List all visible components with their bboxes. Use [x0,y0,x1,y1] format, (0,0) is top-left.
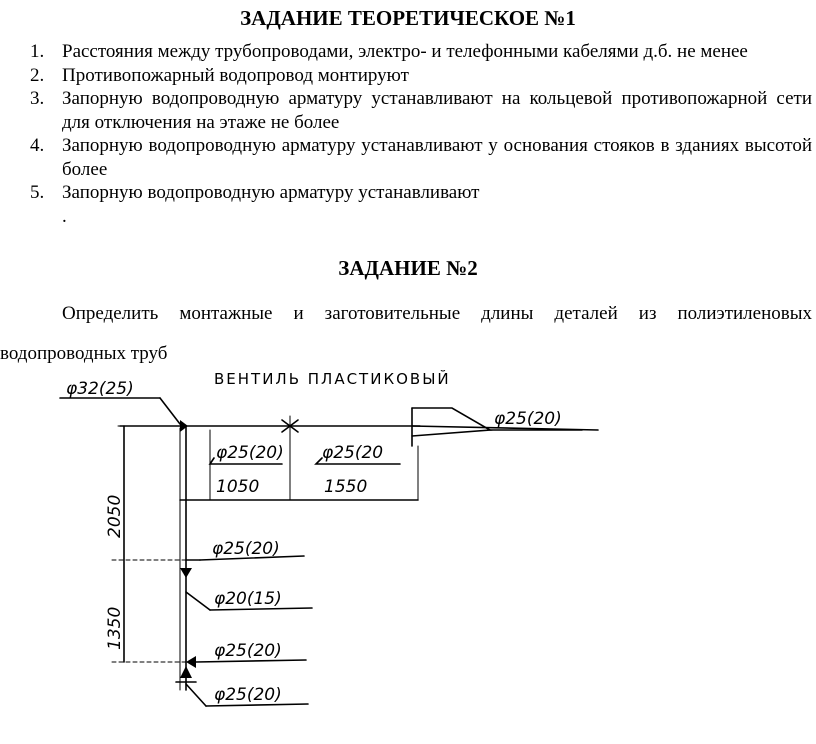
branch1-diameter-label: φ25(20) [212,539,280,559]
seg2-length: 1550 [324,477,368,497]
riser-upper-length: 2050 [105,494,125,538]
branch2-leader [186,592,210,610]
inlet-diameter-label: φ32(25) [66,379,134,399]
valve-label: ВЕНТИЛЬ ПЛАСТИКОВЫЙ [214,370,451,388]
item-text: Запорную водопроводную арматуру устанавливают у основания стояков в зданиях высотой более [62,135,812,180]
outlet-diameter-label: φ25(20) [494,409,562,429]
list-item [0,134,812,181]
list-item [0,181,812,205]
seg1-length: 1050 [216,477,260,497]
reducer-fitting [412,408,490,436]
item-number: 1. [30,41,45,62]
item-number: 5. [30,182,45,203]
seg2-diameter-label: φ25(20 [322,443,384,463]
reducer-marker [180,568,192,578]
task2-text: Определить монтажные и заготовительные длины деталей из полиэтиленовых водопроводных труб [0,303,812,364]
task2-title: ЗАДАНИЕ №2 [338,256,478,280]
branch2-diameter-label: φ20(15) [214,589,282,609]
list-item [0,40,812,64]
item-text: Запорную водопроводную арматуру устанавливают на кольцевой противопожарной сети для отключения на этаже не более [62,88,812,133]
pipe-diagram [0,360,816,744]
list-trailing-dot: . [62,205,67,227]
list-item [0,64,812,88]
seg1-diameter-label: φ25(20) [216,443,284,463]
branch4-diameter-label: φ25(20) [214,685,282,705]
task1-title: ЗАДАНИЕ ТЕОРЕТИЧЕСКОЕ №1 [240,6,576,30]
item-text: Противопожарный водопровод монтируют [62,64,409,86]
inlet-leader [160,398,180,424]
list-item [0,87,812,134]
item-number: 2. [30,64,45,86]
bottom-fitting [180,666,192,678]
branch3-fitting [186,656,196,668]
item-number: 3. [30,88,45,109]
item-text: Запорную водопроводную арматуру устанавливают [62,182,480,203]
branch3-diameter-label: φ25(20) [214,641,282,661]
riser-lower-length: 1350 [105,606,125,650]
task1-list [0,40,812,228]
branch4-leader [186,684,206,706]
item-number: 4. [30,135,45,156]
item-text: Расстояния между трубопроводами, электро- и телефонными кабелями д.б. не менее [62,41,748,62]
